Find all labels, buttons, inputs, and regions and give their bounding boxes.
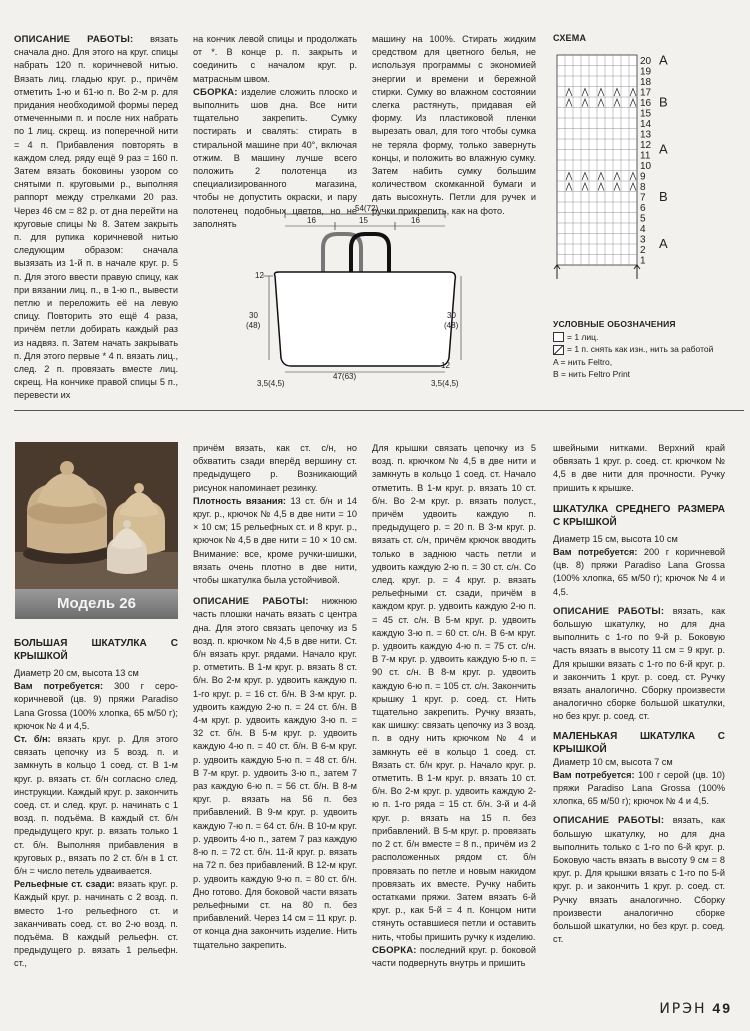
lid-instructions: Для крышки связать цепочку из 5 возд. п. крючком № 4,5 в две нити и замкнуть в кольцо 1 соед. ст. Начало отметить. В 1-м круг. р. вязать 10 ст. б/н. Во 2-м круг. р. вязать полуст., причём удвоить каждую п. предыдущего р. = 20 п. В 3-м круг. р. вязать ст. с/н, причём крючок вводить только в заднюю часть петли и удвоить каждую 2-ю п. = 30 ст. с/н. Со след. круг. р. = 4 круг. р. вязать рельефными ст. сзади, причём в каждом круг. р. удвоить каждую 2-ю п. = 45 ст. с/н. В 5-м круг. р. удвоить каждую 3-ю п. = 60 ст. с/н. В 6-м круг. р. удвоить каждую 4-ю п. = 75 ст. с/н. В 7-м круг. р. удвоить каждую 5-ю п. = 90 ст. с/н. В 8-м круг. р. удвоить каждую 6-ю п. = 105 ст. с/н. Закончить крышку 1 круг. р. соед. ст. Нить тщательно закрепить. Ручку вязать, как шишку: связать цепочку из 3 возд. п. в одну нить крючком № 4 и замкнуть её в кольцо 1 соед. ст. Вязать ст. б/н круг. р. Начало круг. р. отметить. В 1-м круг. р. вязать 10 ст. б/н. Во 2-м круг. р. удвоить каждую 2-ю п. 1-го ряда = 15 ст. б/н. 3-й и 4-й круг. р. вязать на 15 п. без прибавлений. В 5-м круг. р. провязать по 2 ст. б/н вместе = 8 п., причём из 2 расположенных рядом ст. б/н провязать по петле и новым накидом провязать их вместе. Ручку набить остатками пряжи. Затем вязать 6-й круг. р., как 5-й = 4 п. Концом нити стянуть оставшиеся петли и оставить нить, чтобы пришить ручку к изделию. — [372, 443, 536, 942]
row-number: 18 — [640, 77, 652, 88]
row-number: 15 — [640, 108, 652, 120]
page-footer — [659, 1000, 732, 1017]
slip-stitch-icon — [553, 345, 564, 355]
row-number: 10 — [640, 161, 652, 172]
model-label: Модель 26 — [57, 595, 136, 612]
yarn-letter: A — [659, 236, 668, 251]
top-column-3 — [372, 33, 536, 216]
row-number: 6 — [640, 203, 646, 214]
gauge-paragraph: Плотность вязания: 13 ст. б/н и 14 круг. р., крючок № 4,5 в две нити = 10 × 10 см; 15 рельефных ст. и 8 круг. р., крючок № 4,5 в две нити = 10 × 10 см. Внимание: все, кроме ручки-шишки, вязать очень плотно в две нити, чтобы шкатулка была устойчивой. — [193, 495, 357, 586]
row-number: 2 — [640, 245, 646, 256]
scheme-block — [553, 33, 703, 292]
large-box-instructions: ОПИСАНИЕ РАБОТЫ: нижнюю часть плошки начать вязать с центра дна. Для этого связать цепочку из 5 возд. п. крючком № 4,5 в две нити. Ст. б/н вязать круг. рядами. Начало круг. р. отметить. В 1-м круг. р. вязать 8 ст. б/н. Во 2-м круг. р. удвоить каждую п. 1-го круг. р. = 16 ст. б/н. В 3-м круг. р. удвоить каждую 2-ю п. = 24 ст. б/н. В 4-м круг. р. удвоить каждую 3-ю п. = 32 ст. б/н. В 5-м круг. р. удвоить каждую 4-ю п. = 40 ст. б/н. В 6-м круг. р. удвоить каждую 5-ю п. = 48 ст. б/н. В 7-м круг. р. удвоить 3-ю п., затем 7 раз каждую 6-ю п. = 56 ст. б/н. В 8-м круг. р. вязать на 56 п. без прибавлений. В 9-м круг. р. удвоить каждую 7-ю п. = 64 ст. б/н. В 10-м круг. р. удвоить 4-ю п., затем 7 раз каждую 8-ю п. = 72 ст. б/н. 11-й круг. р. вязать на 72 п. без прибавлений. В 12-м круг. р. удвоить каждую 9-ю п. = 80 ст. б/н. Дно готово. Для боковой части вязать рельефными ст. на 80 п. без прибавлений. Через 14 см = 11 круг. р. от конца дна закончить изделие. Нить тщательно закрепить. — [193, 596, 357, 950]
instructions-paragraph: машину на 100%. Стирать жидким средством для цветного белья, не используя программы с экономией энергии и времени и бережной стирки. Сумку во влажном состоянии слегка растянуть, придавая ей форму. Из пластиковой пленки вырезать овал, для того чтобы сумка не теряла форму, только завернуть концы, и положить во влажную сумку. Затем набить сумку большим количеством скомканной бумаги и дать высохнуть. Петли для ручек и ручки прикрепить, как на фото. — [372, 34, 536, 216]
dim-side-left: 30 — [249, 311, 258, 320]
legend-item-slip: = 1 п. снять как изн., нить за работой — [553, 343, 713, 356]
small-box-materials: Вам потребуется: 100 г серой (цв. 10) пряжи Paradiso Lana Grossa (100% хлопка, 65 м/50 г); крючок № 4 и 4,5. — [553, 769, 725, 807]
legend-item-b: B = нить Feltro Print — [553, 369, 631, 379]
small-box-size: Диаметр 10 см, высота 7 см — [553, 756, 673, 767]
dim-side-right: 30 — [447, 311, 456, 320]
yarn-letter: B — [659, 188, 668, 204]
row-number: 5 — [640, 213, 646, 225]
medium-box-instructions: ОПИСАНИЕ РАБОТЫ: вязать, как большую шкатулку, но для дна выполнить с 1-го по 9-й р. Боковую часть вязать в высоту 11 см = 9 круг. р. Для крышки вязать с 1-го по 6-й круг. р. и закончить 1 круг. р. соед. ст. Ручку вязать аналогично. Сборку произвести аналогично сборке большой шкатулки, но без круг. р. соед. ст. — [553, 605, 725, 722]
bottom-column-3 — [372, 442, 536, 997]
medium-box-title: ШКАТУЛКА СРЕДНЕГО РАЗМЕРА С КРЫШКОЙ — [553, 503, 725, 528]
scheme-title: СХЕМА — [553, 33, 587, 43]
bottom-column-4 — [553, 442, 725, 997]
instructions-paragraph: на кончик левой спицы и продолжать от *. В конце р. п. закрыть и соединить с началом круг. р. матрасным швом. — [193, 34, 357, 84]
row-number: 13 — [640, 129, 652, 141]
row-number: 17 — [640, 87, 652, 99]
row-number: 12 — [640, 140, 652, 151]
instructions-paragraph: ОПИСАНИЕ РАБОТЫ: вязать сначала дно. Для этого на круг. спицы набрать 120 п. коричневой нитью. Вязать лиц. гладью круг. р., причём отметить 1-ю и 61-ю п. Во 2-м р. для придания необходимой формы перед отмеченными п. и после них набрать по 1 лиц. скрещ. из поперечной нити = 4 п. Прибавления повторять в каждом след. ряду ещё 9 раз = 160 п. Затем вязать боковины узором со снятыми п. круговыми р., выполняя раппорт между стрелками 20 раз. Через 46 см = 82 р. от дна перейти на круговые спицы № 8. Затем закрыть п. для рупика коричневой нитью следующим образом: сначала вызязать из 1-й п. в начале круг. р. 5 п. Для этого ввести правую спицу, как при вязании лиц. п., в 1-ю п., вывести петлю и переложить её на левую спицу. Повторить это ещё 4 раза, причём петли добирать каждый раз из надвяз. п. Затем начать закрывать п. Для этого первые * 4 п. вязать лиц., след. 2 п. провязать вместе лиц. скрещ. На кончике правой спицы 5 п., перевести их — [14, 34, 178, 401]
section-heading: ОПИСАНИЕ РАБОТЫ: — [14, 34, 134, 45]
dim-segment-1: 16 — [307, 216, 316, 225]
row-number: 14 — [640, 119, 652, 130]
row-number: 8 — [640, 182, 646, 193]
row-number: 4 — [640, 224, 646, 235]
legend-item-knit: = 1 лиц. — [553, 331, 713, 344]
scheme-grid — [553, 47, 703, 287]
page-number: 49 — [712, 1000, 732, 1016]
large-box-materials: Вам потребуется: 300 г серо-коричневой (цв. 9) пряжи Paradiso Lana Grossa (100% хлопка, 65 м/50 г); крючок № 4 и 4,5. — [14, 681, 178, 731]
relief-stitch-paragraph: Рельефные ст. сзади: вязать круг. р. Каждый круг. р. начинать с 2 возд. п. вместо 1-го рельефного ст. и заканчивать соед. ст. во 2-ю возд. п. подъёма. В каждый рельефн. ст. предыдущего р. вязать 1 рельефн. ст., — [14, 879, 179, 969]
dim-12-right: 12 — [441, 361, 450, 370]
yarn-letter: A — [659, 141, 668, 157]
dim-side-right-alt: (48) — [444, 321, 459, 330]
row-number: 7 — [640, 192, 646, 204]
row-number: 11 — [640, 150, 651, 162]
dim-top: 54(72) — [355, 204, 379, 213]
dim-base-left: 3,5(4,5) — [257, 379, 285, 388]
legend — [553, 318, 713, 381]
large-box-size: Диаметр 20 см, высота 13 см — [14, 668, 139, 678]
dim-segment-3: 16 — [411, 216, 420, 225]
dim-12-left: 12 — [255, 271, 264, 280]
large-box-title: БОЛЬШАЯ ШКАТУЛКА С КРЫШКОЙ — [14, 638, 178, 662]
row-number: 9 — [640, 171, 646, 183]
row-number: 19 — [640, 66, 652, 78]
relief-continued: причём вязать, как ст. с/н, но обхватить сзади вперёд вершину ст. предыдущего р. Возникающий рисунок напоминает резинку. — [193, 443, 357, 493]
row-number: 20 — [640, 56, 652, 67]
bag-diagram — [235, 200, 485, 390]
bottom-column-1 — [14, 637, 178, 997]
product-photo — [15, 442, 178, 619]
medium-box-size: Диаметр 15 см, высота 10 см — [553, 533, 678, 544]
empty-cell-icon — [553, 332, 564, 342]
bottom-column-2 — [193, 442, 357, 997]
legend-title: УСЛОВНЫЕ ОБОЗНАЧЕНИЯ — [553, 319, 676, 329]
model-label-plate — [15, 589, 178, 619]
sc-stitch-paragraph: Ст. б/н: вязать круг. р. Для этого связать цепочку из 5 возд. п. и замкнуть в кольцо 1 соед. ст. В 1-м круг. р. вязать ст. б/н согласно след. инструкции. Каждый круг. р. закончить соед. ст. и след. круг. р. начинать с 1 возд. п. подъёма. В каждый ст. б/н предыдущего круг. р. вязать только 1 ст. б/н. Выполняя прибавления в круговых р., вязать по 2 ст. б/н в 1 ст. б/н = число петель удваивается. — [14, 734, 178, 877]
assembly-paragraph: СБОРКА: последний круг. р. боковой части подвернуть внутрь и пришить — [372, 944, 536, 968]
small-box-instructions: ОПИСАНИЕ РАБОТЫ: вязать, как большую шкатулку, но для дна выполнить только с 1-го по 6-й круг. р. Боковую часть вязать в высоту 9 см = 8 круг. р. Для крышки вязать с 1-го по 5-й круг. р. и закончить 1 круг. р. соед. ст. Ручку вязать аналогично. Сборку произвести аналогично сборке большой шкатулки, но без круг. р. соед. ст. — [553, 815, 725, 945]
dim-side-left-alt: (48) — [246, 321, 261, 330]
legend-item-a: A = нить Feltro, — [553, 356, 613, 367]
dim-bottom: 47(63) — [333, 372, 357, 381]
crochet-boxes-illustration — [15, 442, 178, 592]
yarn-letter: B — [659, 94, 668, 110]
assembly-continued: швейными нитками. Верхний край обвязать 1 круг. р. соед. ст. крючком № 4,5 в две нити для прочности. Ручку пришить к крышке. — [553, 443, 725, 493]
top-column-1 — [14, 33, 178, 401]
medium-box-materials: Вам потребуется: 200 г коричневой (цв. 8) пряжи Paradiso Lana Grossa (100% хлопка, 65 м/50 г); крючок № 4 и 4,5. — [553, 547, 725, 597]
section-divider — [14, 410, 744, 411]
magazine-brand: ИРЭН — [659, 1001, 707, 1017]
row-number: 1 — [640, 255, 646, 267]
row-number: 16 — [640, 98, 652, 109]
assembly-paragraph: СБОРКА: изделие сложить плоско и выполнить шов дна. Все нити тщательно закрепить. Сумку постирать и свалять: стирать в стиральной машине при 40°, включая отжим. В машину лучше всего положить 2 полотенца из специализированного магазина, чтобы не допустить окраски, и пару полотенец подобных цветов, но не заполнять — [193, 86, 357, 229]
row-number: 3 — [640, 234, 646, 246]
dim-base-right: 3,5(4,5) — [431, 379, 459, 388]
small-box-title: МАЛЕНЬКАЯ ШКАТУЛКА С КРЫШКОЙ — [553, 730, 725, 755]
dim-segment-2: 15 — [359, 216, 368, 225]
section-heading: СБОРКА: — [193, 86, 238, 98]
yarn-letter: A — [659, 52, 668, 68]
